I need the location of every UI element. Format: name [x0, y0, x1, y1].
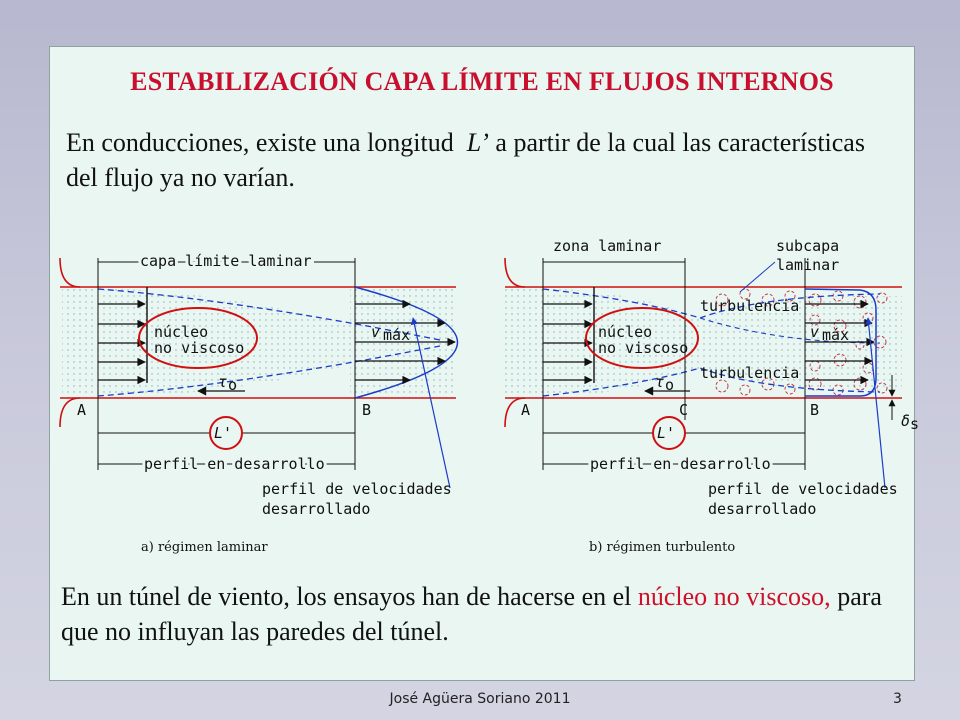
footer-author: José Agüera Soriano 2011: [389, 691, 571, 707]
laminar-vmax: v: [371, 323, 381, 341]
turbulent-point-c: C: [679, 401, 689, 419]
turbulent-vmax-sub: máx: [822, 326, 850, 344]
turbulent-delta-sub: s: [910, 415, 920, 433]
outro-highlight: núcleo no viscoso,: [637, 582, 831, 611]
laminar-core-label-2: no viscoso: [154, 339, 245, 357]
turbulent-point-b: B: [810, 401, 820, 419]
laminar-vmax-sub: máx: [383, 326, 411, 344]
outro-text-b: para que no influyan las paredes del túnel.: [61, 582, 882, 646]
turbulent-point-a: A: [521, 401, 531, 419]
turbulent-vmax: v: [810, 323, 820, 341]
diagram-laminar: [60, 258, 458, 488]
intro-text-b: a partir de la cual las características del flujo ya no varían.: [66, 128, 865, 192]
turbulent-sublayer-1: subcapa: [776, 237, 840, 255]
laminar-length: L': [214, 424, 233, 442]
turbulent-developed-2: desarrollado: [708, 500, 817, 518]
turbulent-sublayer-2: laminar: [776, 256, 840, 274]
turbulent-length: L': [657, 424, 676, 442]
slide-title: ESTABILIZACIÓN CAPA LÍMITE EN FLUJOS INTERNOS: [130, 67, 834, 96]
turbulent-caption: b) régimen turbulento: [589, 540, 736, 555]
laminar-developed-2: desarrollado: [262, 500, 371, 518]
turbulent-core-label-1: núcleo: [598, 323, 653, 341]
intro-text-a: En conducciones, existe una longitud: [66, 128, 454, 157]
laminar-point-b: B: [362, 401, 372, 419]
page-number: 3: [893, 691, 902, 707]
laminar-caption: a) régimen laminar: [141, 540, 268, 555]
turbulent-developed-1: perfil de velocidades: [708, 480, 898, 498]
outro-text-a: En un túnel de viento, los ensayos han de hacerse en el: [61, 582, 632, 611]
turbulent-top-label: zona laminar: [553, 237, 662, 255]
turbulent-tau-sub: o: [665, 376, 675, 394]
turbulent-delta: δ: [901, 412, 911, 430]
turbulent-turb-top: turbulencia: [700, 297, 800, 315]
turbulent-developing: perfil en desarrollo: [590, 455, 771, 473]
turbulent-tau: τ: [655, 373, 665, 391]
laminar-developing: perfil en desarrollo: [144, 455, 325, 473]
intro-variable: L’: [466, 128, 489, 157]
laminar-tau-sub: o: [228, 376, 238, 394]
laminar-developed-1: perfil de velocidades: [262, 480, 452, 498]
laminar-core-label-1: núcleo: [154, 323, 209, 341]
laminar-tau: τ: [218, 373, 228, 391]
turbulent-core-label-2: no viscoso: [598, 339, 689, 357]
turbulent-turb-bottom: turbulencia: [700, 364, 800, 382]
laminar-top-label: capa límite laminar: [140, 252, 312, 270]
laminar-point-a: A: [77, 401, 87, 419]
